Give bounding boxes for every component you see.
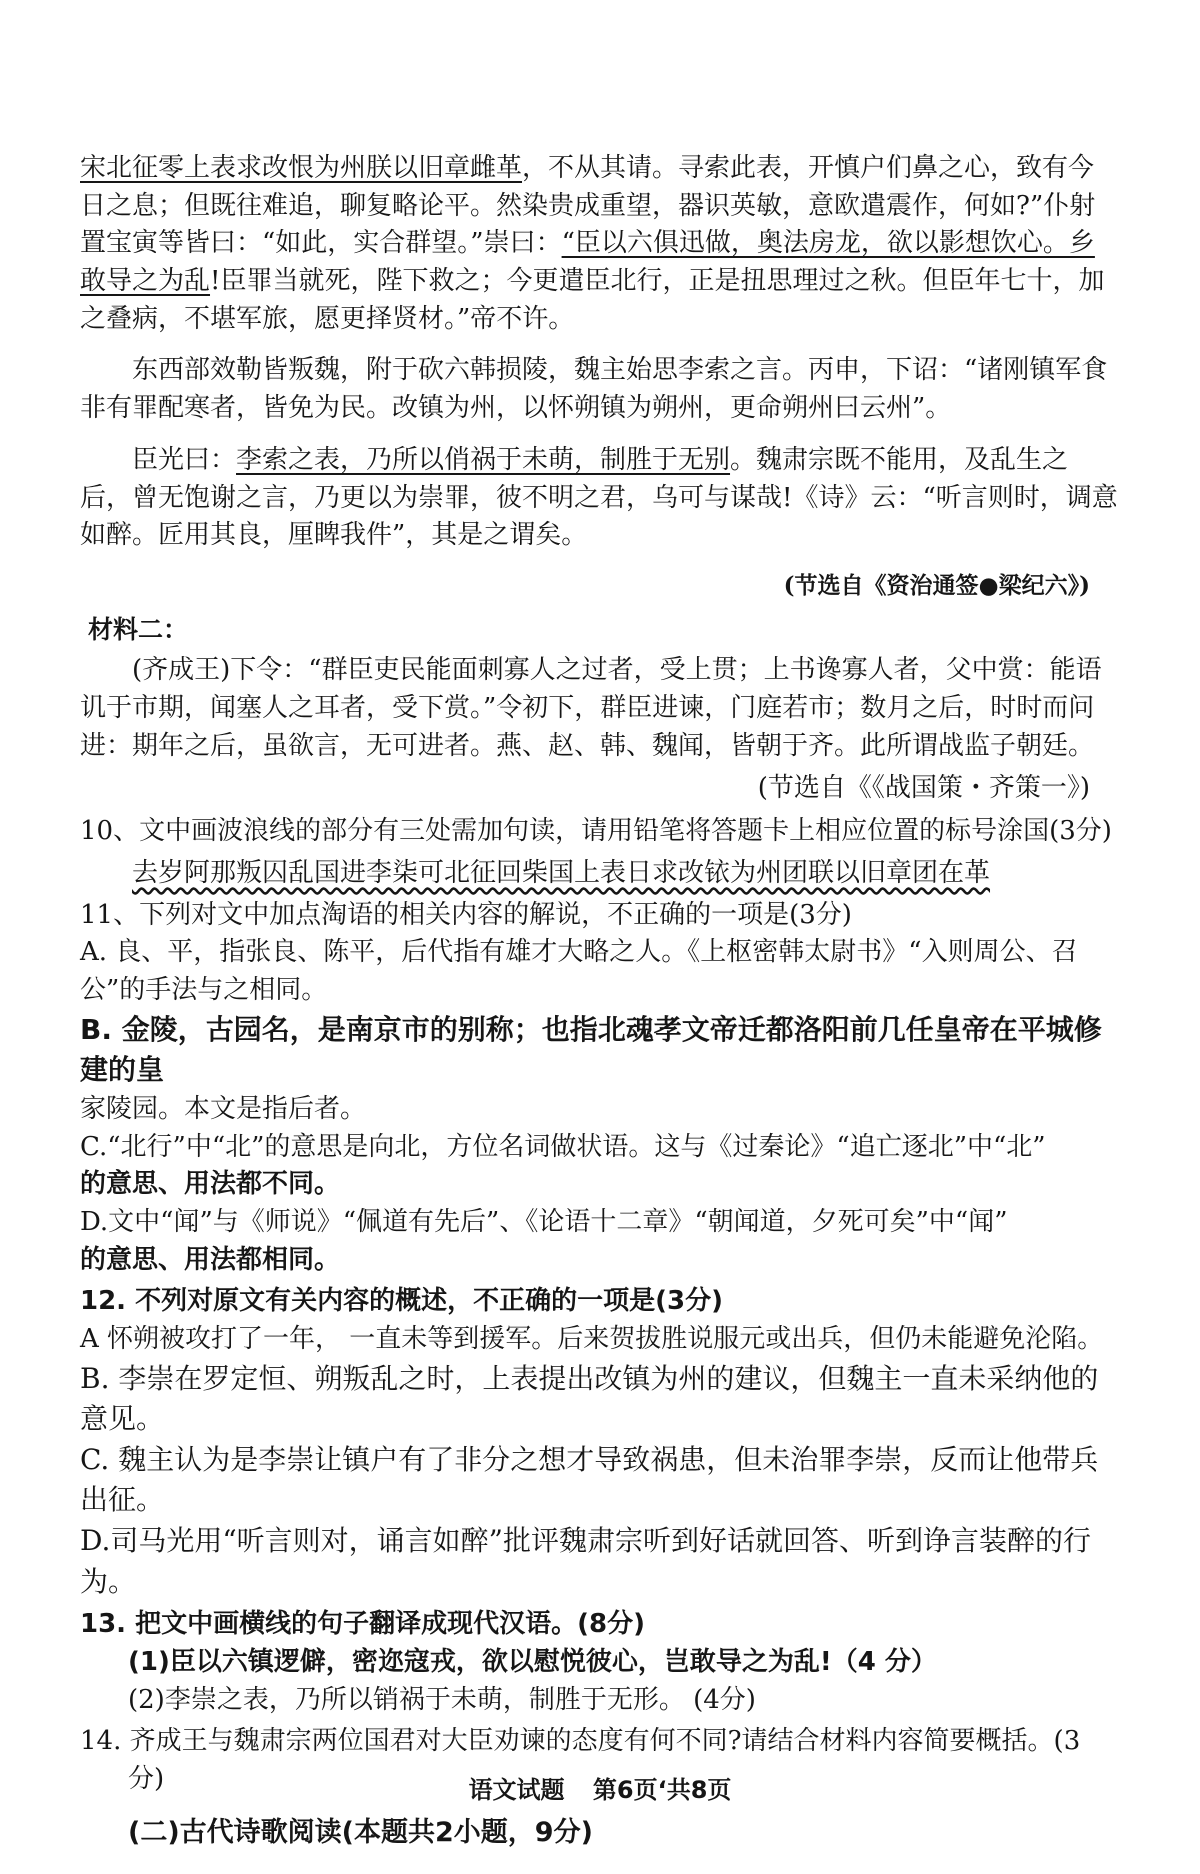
passage-paragraph-1 <box>80 150 1120 338</box>
page-footer <box>0 1770 1200 1805</box>
question-14: 14. 齐成王与魏肃宗两位国君对大臣劝谏的态度有何不同?请结合材料内容简要概括。(3 <box>80 1726 1081 1757</box>
question-12-option-b: B. 李崇在罗定恒、朔叛乱之时，上表提出改镇为州的建议，但魏主一直未采纳他的意见。 <box>80 1361 1099 1436</box>
material2-text: (齐成王)下令：“群臣吏民能面刺寡人之过者，受上贯；上书谗寡人者，父中赏：能语讥于市期，闻塞人之耳者，受下赏。”令初下，群臣进谏，门庭若市；数月之后，时时而问进：期年之后，虽欲言，无可进者。燕、赵、韩、魏闻，皆朝于齐。此所谓战监子朝廷。 <box>80 655 1102 761</box>
passage-paragraph-2: 东西部效勒皆叛魏，附于砍六韩损陵，魏主始思李索之言。丙申，下诏：“诸刚镇军食非有罪配寒者，皆免为民。改镇为州，以怀朔镇为朔州，更命朔州曰云州”。 <box>80 355 1108 424</box>
question-11-option-d: D.文中“闻”与《师说》“佩道有先后”、《论语十二章》“朝闻道，夕死可矣”中“闻” <box>80 1206 1008 1237</box>
question-12-option-d: D.司马光用“听言则对，诵言如醉”批评魏肃宗听到好话就回答、听到诤言装醉的行为。 <box>80 1524 1091 1598</box>
question-12-option-a: A 怀朔被攻打了一年， 一直未等到援军。后来贺拔胜说服元或出兵，但仍未能避免沦陷。 <box>80 1323 1104 1354</box>
source-citation-1: (节选自《资治通签●梁纪六》) <box>783 571 1090 599</box>
question-13-part-2: (2)李崇之表，乃所以销祸于未萌，制胜于无形。 (4分) <box>128 1684 756 1715</box>
underlined-sentence-3: 李索之表，乃所以俏祸于未萌，制胜于无别 <box>236 444 731 475</box>
question-11-option-a: A. 良、平，指张良、陈平，后代指有雄才大略之人。《上枢密韩太尉书》“入则周公、召公”的手法与之相同。 <box>80 937 1078 1005</box>
underlined-sentence-1: 宋北征零上表求改恨为州朕以旧章雌革 <box>80 153 523 183</box>
source-citation-2: (节选自《《战国策・齐策一》) <box>757 772 1090 803</box>
commentary-lead: 臣光曰： <box>132 444 237 475</box>
question-12-option-c: C. 魏主认为是李崇让镇户有了非分之想才导致祸患，但未治罪李崇，反而让他带兵出征。 <box>80 1442 1099 1517</box>
question-11-option-b: B. 金陵，古园名，是南京市的别称；也指北魂孝文帝迁都洛阳前几任皇帝在平城修建的皇 <box>80 1012 1102 1087</box>
exam-page <box>80 150 1120 1852</box>
material2-title: 材料二： <box>88 615 189 645</box>
question-11-option-c-cont: 的意思、用法都不同。 <box>80 1169 341 1200</box>
question-10-text: 去岁阿那叛囚乱国进李柒可北征回柴国上表日求改铱为州团联以旧章团在革 <box>132 857 991 888</box>
question-14-cont: 分) <box>128 1763 165 1794</box>
question-13-part-1: (1)臣以六镇逻僻，密迩寇戎，欲以慰悦彼心，岂敢导之为乱!（4 分） <box>128 1646 937 1677</box>
passage-paragraph-3 <box>80 442 1120 555</box>
section-heading: (二)古代诗歌阅读(本题共2小题，9分) <box>128 1816 593 1848</box>
passage-text: ，不从其请。寻索此表，开慎户们鼻之心，致有今日之息；但既往难追，聊复略论平。然染贵成重望，器识英敏，意欧遣震作，何如?”仆射置宝寅等皆曰：“如此，实合群望。”崇曰： <box>80 153 1096 259</box>
question-11-option-b-cont: 家陵园。本文是指后者。 <box>80 1093 367 1124</box>
passage-text: 。魏肃宗既不能用，及乱生之后，曾无饱谢之言，乃更以为崇罪，彼不明之君，乌可与谋哉!《诗》云：“听言则时，调意如醉。匠用其良，厘睥我件”，其是之谓矣。 <box>80 444 1118 551</box>
question-12: 12. 不列对原文有关内容的概述，不正确的一项是(3分) <box>80 1286 723 1317</box>
passage-text: !臣罪当就死，陛下救之；今更遣臣北行，正是扭思理过之秋。但臣年七十，加之叠病，不堪军旅，愿更择贤材。”帝不许。 <box>80 266 1105 334</box>
underlined-sentence-2: “臣以六俱迅做，奥法房龙，欲以影想饮心。乡敢导之为乱 <box>80 228 1095 297</box>
footer-page-number: 第6页‘共8页 <box>592 1776 732 1804</box>
question-11-option-d-cont: 的意思、用法都相同。 <box>80 1244 341 1275</box>
question-10: 10、文中画波浪线的部分有三处需加句读，请用铅笔将答题卡上相应位置的标号涂国(3分) <box>80 816 1112 847</box>
question-11-option-c: C.“北行”中“北”的意思是向北，方位名词做状语。这与《过秦论》“追亡逐北”中“北” <box>80 1131 1046 1162</box>
question-11: 11、下列对文中加点淘语的相关内容的解说，不正确的一项是(3分) <box>80 899 852 930</box>
question-13: 13. 把文中画横线的句子翻译成现代汉语。(8分) <box>80 1609 645 1640</box>
footer-subject: 语文试题 <box>468 1776 565 1804</box>
